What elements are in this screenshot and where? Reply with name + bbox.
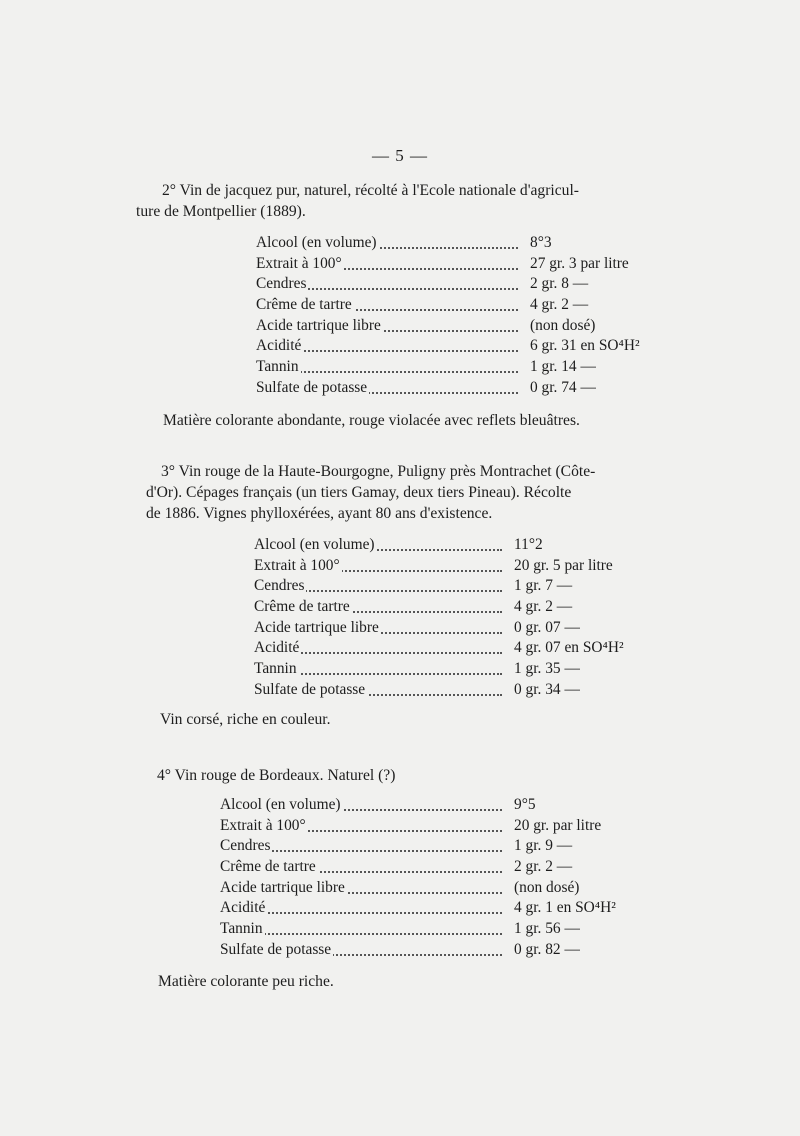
row-value: 0 gr. 34 — <box>514 680 580 698</box>
row-value: 27 gr. 3 par litre <box>530 254 629 272</box>
analysis-table <box>254 536 624 702</box>
table-row <box>220 858 616 879</box>
row-value: 20 gr. 5 par litre <box>514 556 613 574</box>
row-label: Tannin <box>254 660 297 678</box>
row-value: 6 gr. 31 en SO⁴H² <box>530 337 640 355</box>
row-label: Acidité <box>220 899 266 917</box>
row-label: Acidité <box>256 337 302 355</box>
row-value: 4 gr. 2 — <box>514 598 573 616</box>
row-value: 4 gr. 2 — <box>530 296 589 314</box>
row-label: Acide tartrique libre <box>254 618 379 636</box>
row-value: 4 gr. 1 en SO⁴H² <box>514 899 616 917</box>
row-value: 11°2 <box>514 536 543 553</box>
row-value: 8°3 <box>530 234 552 251</box>
row-value: 1 gr. 7 — <box>514 577 573 595</box>
row-label: Tannin <box>256 358 299 376</box>
row-value: (non dosé) <box>514 878 580 896</box>
table-row <box>254 660 624 681</box>
row-label: Tannin <box>220 920 263 938</box>
intro-line: de 1886. Vignes phylloxérées, ayant 80 ans d'existence. <box>146 505 493 522</box>
table-row <box>254 577 624 598</box>
table-row <box>256 296 640 317</box>
row-label: Crême de tartre <box>254 598 350 616</box>
row-value: 20 gr. par litre <box>514 816 602 834</box>
row-label: Cendres <box>256 275 307 293</box>
row-label: Sulfate de potasse <box>256 378 368 396</box>
row-value: 1 gr. 56 — <box>514 920 580 938</box>
row-label: Acidité <box>254 639 300 657</box>
row-value: 0 gr. 07 — <box>514 618 580 636</box>
analysis-table <box>220 796 616 962</box>
table-row <box>220 920 616 941</box>
row-value: 1 gr. 14 — <box>530 358 596 376</box>
row-label: Extrait à 100° <box>254 556 340 574</box>
row-label: Alcool (en volume) <box>220 796 341 813</box>
section-note: Matière colorante peu riche. <box>158 973 334 990</box>
row-value: 9°5 <box>514 796 536 813</box>
row-value: 0 gr. 74 — <box>530 378 596 396</box>
table-row <box>220 879 616 900</box>
table-row <box>254 639 624 660</box>
row-label: Alcool (en volume) <box>256 234 377 251</box>
table-row <box>256 337 640 358</box>
table-row <box>254 557 624 578</box>
section-note: Matière colorante abondante, rouge violacée avec reflets bleuâtres. <box>163 412 580 429</box>
row-label: Crême de tartre <box>220 858 316 876</box>
section-intro <box>146 461 595 524</box>
row-value: 2 gr. 8 — <box>530 275 589 293</box>
table-row <box>220 796 616 817</box>
row-label: Sulfate de potasse <box>220 940 332 958</box>
row-value: 1 gr. 9 — <box>514 837 573 855</box>
intro-line: 4° Vin rouge de Bordeaux. Naturel (?) <box>157 767 396 784</box>
row-label: Crême de tartre <box>256 296 352 314</box>
section-intro <box>136 180 579 222</box>
page-number: — 5 — <box>372 146 428 165</box>
table-row <box>254 619 624 640</box>
row-label: Cendres <box>220 837 271 855</box>
analysis-table <box>256 234 640 400</box>
row-value: 1 gr. 35 — <box>514 660 580 678</box>
table-row <box>256 275 640 296</box>
row-value: 4 gr. 07 en SO⁴H² <box>514 639 624 657</box>
table-row <box>220 941 616 962</box>
row-label: Sulfate de potasse <box>254 680 366 698</box>
table-row <box>254 681 624 702</box>
section-intro <box>157 765 395 786</box>
row-label: Extrait à 100° <box>256 254 342 272</box>
section-note: Vin corsé, riche en couleur. <box>160 711 331 728</box>
table-row <box>256 358 640 379</box>
row-label: Alcool (en volume) <box>254 536 375 553</box>
intro-line: 3° Vin rouge de la Haute-Bourgogne, Puligny près Montrachet (Côte- <box>161 463 596 480</box>
intro-line: ture de Montpellier (1889). <box>136 203 306 220</box>
intro-line: d'Or). Cépages français (un tiers Gamay, deux tiers Pineau). Récolte <box>146 484 572 501</box>
table-row <box>220 817 616 838</box>
table-row <box>256 317 640 338</box>
row-label: Acide tartrique libre <box>220 878 345 896</box>
table-row <box>220 899 616 920</box>
table-row <box>256 234 640 255</box>
table-row <box>256 255 640 276</box>
row-value: 0 gr. 82 — <box>514 940 580 958</box>
table-row <box>254 536 624 557</box>
table-row <box>254 598 624 619</box>
row-label: Cendres <box>254 577 305 595</box>
table-row <box>256 379 640 400</box>
row-label: Acide tartrique libre <box>256 316 381 334</box>
row-label: Extrait à 100° <box>220 816 306 834</box>
row-value: 2 gr. 2 — <box>514 858 573 876</box>
table-row <box>220 837 616 858</box>
intro-line: 2° Vin de jacquez pur, naturel, récolté à l'Ecole nationale d'agricul- <box>162 182 579 199</box>
row-value: (non dosé) <box>530 316 596 334</box>
